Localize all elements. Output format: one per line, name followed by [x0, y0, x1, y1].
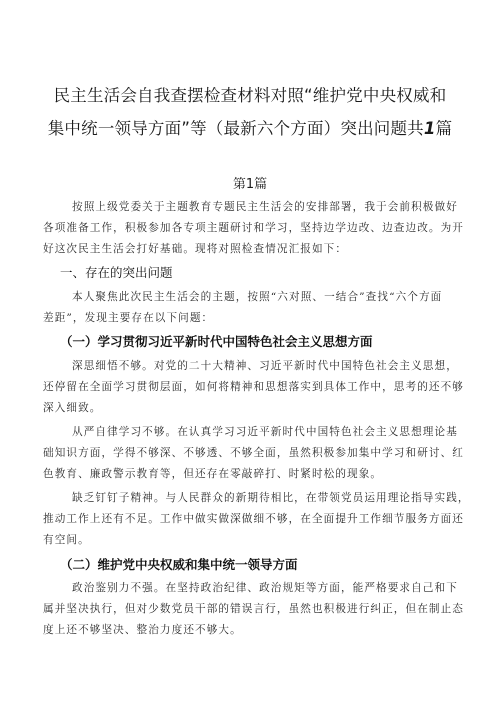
paragraph-line: 政治鉴别力不强。在坚持政治纪律、政治规矩等方面，能严格要求自己和下 — [72, 582, 458, 594]
subsection-heading: （一）学习贯彻习近平新时代中国特色社会主义思想方面 — [60, 334, 373, 349]
title-line-2-suffix: 篇 — [435, 119, 453, 138]
paragraph-line: 还停留在全面学习贯彻层面，如何将精神和思想落实到具体工作中，思考的还不够 — [43, 381, 464, 393]
article-number: 第1篇 — [232, 177, 268, 192]
subsection-heading: （二）维护党中央权威和集中统一领导方面 — [60, 557, 298, 572]
intro-line: 按照上级党委关于主题教育专题民主生活会的安排部署，我于会前积极做好 — [72, 201, 458, 213]
section-heading: 一、存在的突出问题 — [60, 265, 173, 280]
section-intro-line: 本人聚焦此次民主生活会的主题，按照“六对照、一结合”查找“六个方面 — [72, 291, 443, 303]
paragraph-line: 度上还不够坚决、整治力度还不够大。 — [43, 624, 242, 636]
intro-line: 好这次民主生活会打好基础。现将对照检查情况汇报如下： — [43, 243, 348, 255]
paragraph-line: 属并坚决执行，但对少数党员干部的错误言行，虽然也积极进行纠正，但在制止态 — [43, 603, 464, 615]
document-title-line-1: 民主生活会自我查摆检查材料对照“维护党中央权威和 — [53, 86, 447, 105]
title-count: 1 — [423, 119, 436, 138]
paragraph-line: 缺乏钉钉子精神。与人民群众的新期待相比，在带领党员运用理论指导实践， — [72, 492, 470, 504]
paragraph-line: 从严自律学习不够。在认真学习习近平新时代中国特色社会主义思想理论基 — [72, 426, 458, 438]
paragraph-line: 推动工作上还有不足。工作中做实做深做细不够，在全面提升工作细节服务方面还 — [43, 513, 464, 525]
paragraph-line: 础知识方面，学得不够深、不够透、不够全面，虽然积极参加集中学习和研讨、红 — [43, 447, 464, 459]
paragraph-line: 色教育、廉政警示教育等，但还存在零敲碎打、时紧时松的现象。 — [43, 468, 383, 480]
paragraph-line: 有空间。 — [43, 534, 90, 546]
intro-line: 各项准备工作，积极参加各专项主题研讨和学习，坚持边学边改、边查边改。为开 — [43, 222, 464, 234]
paragraph-line: 深入细致。 — [43, 402, 102, 414]
document-title-line-2 — [30, 118, 470, 140]
paragraph-line: 深思细悟不够。对党的二十大精神、习近平新时代中国特色社会主义思想， — [72, 360, 458, 372]
title-line-2-text: 集中统一领导方面”等（最新六个方面）突出问题共 — [47, 119, 424, 138]
section-intro-line: 差距”，发现主要存在以下问题： — [43, 312, 214, 324]
